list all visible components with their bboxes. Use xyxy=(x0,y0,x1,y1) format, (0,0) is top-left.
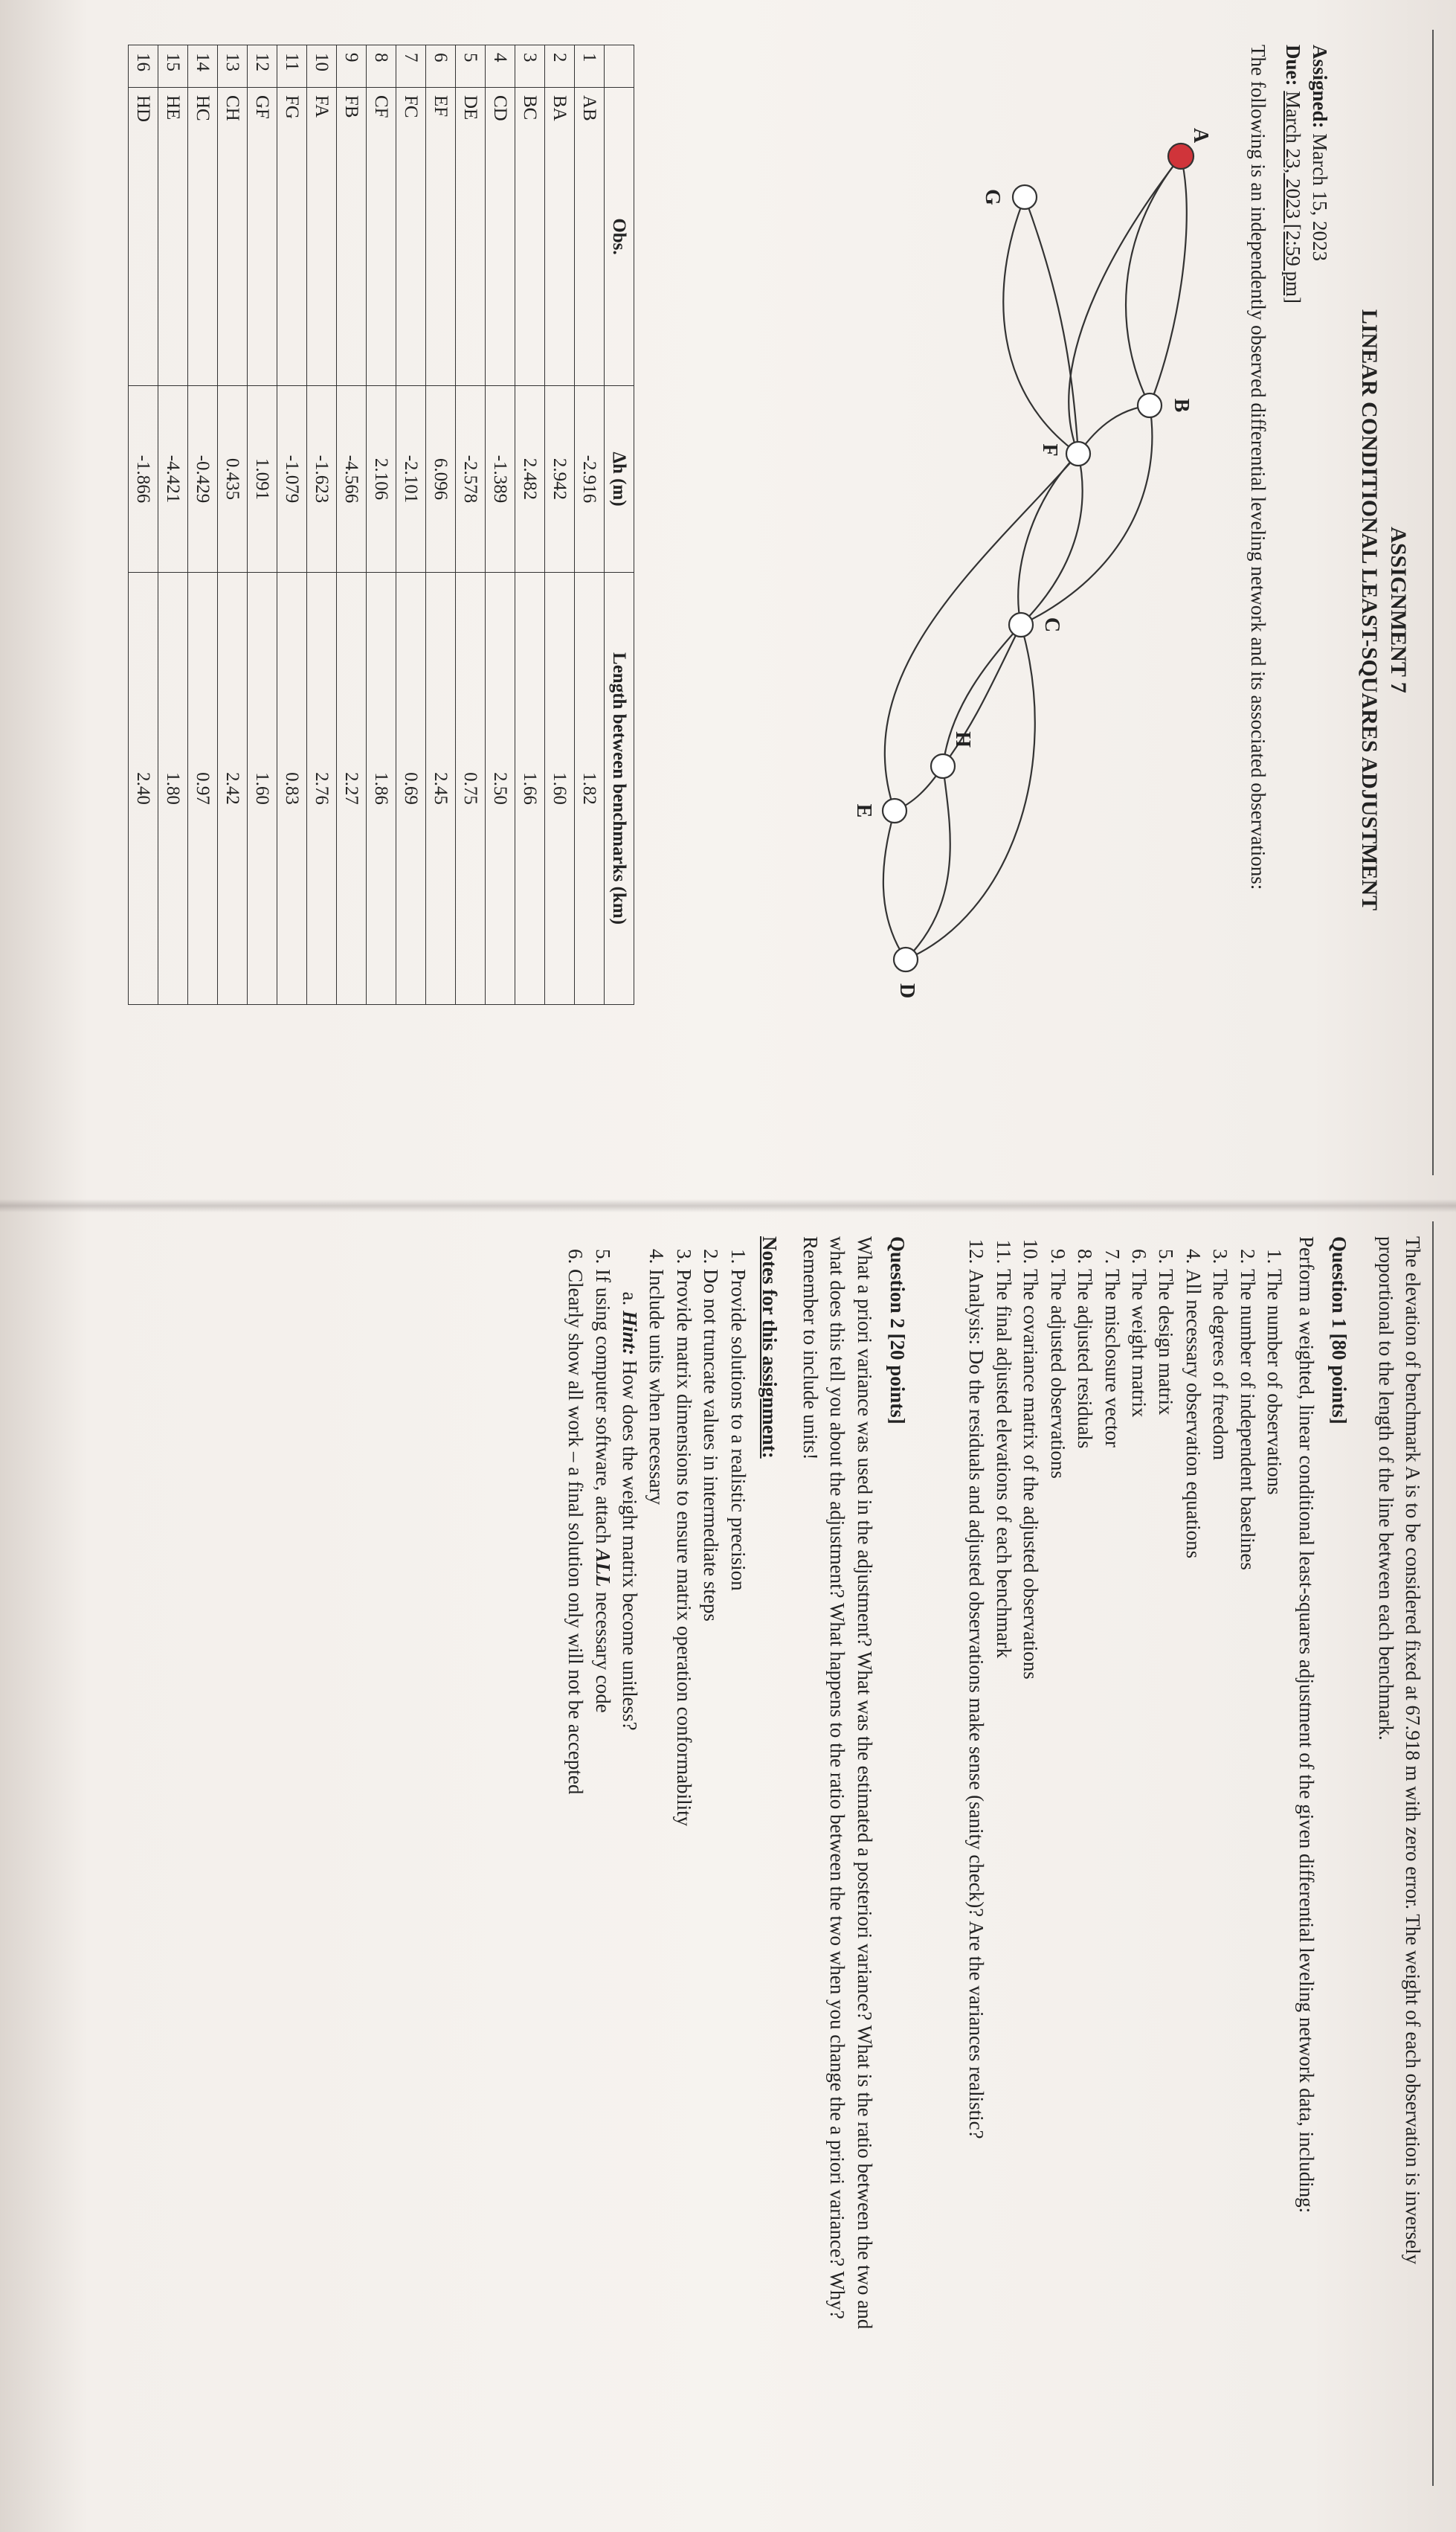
row-index: 9 xyxy=(337,45,367,88)
row-dh: -0.429 xyxy=(188,386,218,573)
hint-label: Hint: xyxy=(619,1311,642,1356)
row-obs: HC xyxy=(188,88,218,386)
row-length: 2.40 xyxy=(129,573,158,1005)
table-row xyxy=(367,45,396,1005)
header-length: Length between benchmarks (km) xyxy=(605,573,634,1005)
row-length: 0.75 xyxy=(456,573,486,1005)
row-dh: -2.578 xyxy=(456,386,486,573)
table-row xyxy=(545,45,575,1005)
row-obs: FG xyxy=(277,88,307,386)
notes-sublist xyxy=(616,1269,643,2367)
row-length: 2.45 xyxy=(426,573,456,1005)
notes-item xyxy=(616,1269,671,2367)
question-1-item: 1. The number of observations xyxy=(1261,1269,1288,2367)
benchmark-b-marker xyxy=(1138,393,1162,417)
title-line-1: ASSIGNMENT 7 xyxy=(1386,527,1411,693)
benchmark-h-label: H xyxy=(951,731,974,748)
due-date xyxy=(1279,45,1306,1175)
intro-text: The following is an independently observed differential leveling network and its associated observations: xyxy=(1247,45,1270,890)
row-length: 1.60 xyxy=(248,573,277,1005)
table-row xyxy=(158,45,188,1005)
row-obs: CD xyxy=(486,88,515,386)
notes-heading: Notes for this assignment: xyxy=(758,1236,782,1459)
benchmark-f-label: F xyxy=(1038,443,1061,457)
row-index: 16 xyxy=(129,45,158,88)
row-length: 1.60 xyxy=(545,573,575,1005)
edge-gf xyxy=(1003,197,1078,457)
row-index: 12 xyxy=(248,45,277,88)
row-index: 5 xyxy=(456,45,486,88)
notes-item xyxy=(724,1269,751,2367)
table-row xyxy=(515,45,545,1005)
row-dh: 2.482 xyxy=(515,386,545,573)
table-row xyxy=(248,45,277,1005)
row-length: 0.97 xyxy=(188,573,218,1005)
notes-item-text: Provide solutions to a realistic precision xyxy=(727,1269,750,1591)
row-index: 11 xyxy=(277,45,307,88)
row-dh: -4.421 xyxy=(158,386,188,573)
code-note-post: necessary code xyxy=(591,1592,614,1713)
row-length: 0.69 xyxy=(396,573,426,1005)
row-dh: 0.435 xyxy=(218,386,248,573)
row-obs: EF xyxy=(426,88,456,386)
row-obs: HE xyxy=(158,88,188,386)
row-obs: FB xyxy=(337,88,367,386)
benchmark-a-marker xyxy=(1168,144,1194,169)
row-index: 1 xyxy=(575,45,605,88)
row-obs: BC xyxy=(515,88,545,386)
assigned-date xyxy=(1307,45,1333,1175)
table-row xyxy=(337,45,367,1005)
question-1-item: 7. The misclosure vector xyxy=(1098,1269,1125,2367)
table-row xyxy=(426,45,456,1005)
page-title xyxy=(1355,89,1413,1131)
row-index: 4 xyxy=(486,45,515,88)
assignment-page-2 xyxy=(0,1199,1456,2531)
row-dh: -2.101 xyxy=(396,386,426,573)
row-dh: 1.091 xyxy=(248,386,277,573)
observation-table-wrap xyxy=(128,45,634,1005)
table-row xyxy=(575,45,605,1005)
row-obs: AB xyxy=(575,88,605,386)
assigned-label: Assigned: xyxy=(1309,45,1331,129)
table-row xyxy=(129,45,158,1005)
benchmark-d-marker xyxy=(894,948,918,971)
row-dh: -4.566 xyxy=(337,386,367,573)
edge-fg xyxy=(1025,197,1078,457)
row-dh: -1.079 xyxy=(277,386,307,573)
benchmark-c-label: C xyxy=(1040,617,1063,633)
question-1-item: 4. All necessary observation equations xyxy=(1180,1269,1207,2367)
top-rule xyxy=(1432,30,1434,1175)
header-dh: Δh (m) xyxy=(605,386,634,573)
row-obs: FA xyxy=(307,88,337,386)
question-1-item: 2. The number of independent baselines xyxy=(1234,1269,1260,2367)
row-length: 2.27 xyxy=(337,573,367,1005)
notes-list xyxy=(562,1236,752,2367)
row-length: 2.76 xyxy=(307,573,337,1005)
benchmark-h-marker xyxy=(931,754,955,778)
edge-bc xyxy=(1021,405,1152,625)
row-index: 14 xyxy=(188,45,218,88)
row-obs: HD xyxy=(129,88,158,386)
benchmark-e-label: E xyxy=(852,803,875,818)
top-rule-page-2 xyxy=(1432,1221,1434,2486)
row-index: 10 xyxy=(307,45,337,88)
header-obs: Obs. xyxy=(605,88,634,386)
question-1-item: 8. The adjusted residuals xyxy=(1072,1269,1098,2367)
code-note-emphasis: ALL xyxy=(591,1549,614,1587)
edge-cf xyxy=(1018,454,1078,625)
observation-table xyxy=(128,45,634,1005)
notes-item xyxy=(698,1269,724,2367)
fixed-elevation-text: The elevation of benchmark A is to be considered fixed at 67.918 m with zero error. The weight of each observation is inversely proportional to the length of the line between each benchmark. xyxy=(1374,1236,1424,2265)
edge-cd xyxy=(906,625,1035,960)
row-obs: GF xyxy=(248,88,277,386)
edge-hd xyxy=(906,766,950,960)
assigned-value: March 15, 2023 xyxy=(1309,133,1331,261)
question-1-list xyxy=(963,1236,1288,2367)
leveling-network-diagram xyxy=(653,112,1233,1079)
row-index: 15 xyxy=(158,45,188,88)
row-obs: BA xyxy=(545,88,575,386)
row-dh: 2.106 xyxy=(367,386,396,573)
row-length: 2.50 xyxy=(486,573,515,1005)
benchmark-f-marker xyxy=(1066,442,1090,466)
row-length: 1.80 xyxy=(158,573,188,1005)
edge-fc xyxy=(1021,454,1083,625)
row-index: 7 xyxy=(396,45,426,88)
question-1-item: 5. The design matrix xyxy=(1153,1269,1179,2367)
benchmark-g-label: G xyxy=(981,189,1004,205)
table-row xyxy=(218,45,248,1005)
row-index: 3 xyxy=(515,45,545,88)
question-1-item: 11. The final adjusted elevations of each benchmark xyxy=(990,1269,1017,2367)
row-dh: 6.096 xyxy=(426,386,456,573)
hint-text: How does the weight matrix become unitless? xyxy=(619,1360,642,1731)
row-dh: -1.866 xyxy=(129,386,158,573)
observation-table-body xyxy=(129,45,605,1005)
code-note-pre: If using computer software, attach xyxy=(591,1269,614,1544)
table-header-row xyxy=(605,45,634,1005)
edge-de xyxy=(883,811,906,960)
benchmark-e-marker xyxy=(883,799,906,823)
question-1-item: 3. The degrees of freedom xyxy=(1207,1269,1234,2367)
due-value: March 23, 2023 [2:59 pm] xyxy=(1281,91,1304,303)
row-length: 1.66 xyxy=(515,573,545,1005)
due-label: Due: xyxy=(1281,45,1304,86)
benchmark-d-label: D xyxy=(895,983,918,999)
row-length: 1.86 xyxy=(367,573,396,1005)
row-dh: -2.916 xyxy=(575,386,605,573)
benchmark-a-label: A xyxy=(1189,128,1212,144)
title-line-2: LINEAR CONDITIONAL LEAST-SQUARES ADJUSTMENT xyxy=(1357,309,1382,911)
table-row xyxy=(486,45,515,1005)
question-1-heading: Question 1 [80 points] xyxy=(1328,1236,1351,1424)
row-index: 2 xyxy=(545,45,575,88)
assignment-page-1 xyxy=(0,0,1456,1199)
hint-item xyxy=(616,1311,643,2367)
table-row xyxy=(277,45,307,1005)
row-length: 1.82 xyxy=(575,573,605,1005)
question-1-item: 10. The covariance matrix of the adjusted observations xyxy=(1017,1269,1044,2367)
notes-item-text: Include units when necessary xyxy=(645,1269,669,1506)
row-obs: FC xyxy=(396,88,426,386)
benchmark-b-label: B xyxy=(1170,398,1193,413)
benchmark-g-marker xyxy=(1013,185,1037,209)
edge-fa xyxy=(1069,156,1181,454)
row-obs: CH xyxy=(218,88,248,386)
table-row xyxy=(307,45,337,1005)
notes-item-text: Provide matrix dimensions to ensure matrix operation conformability xyxy=(672,1269,695,1827)
question-1-item: 6. The weight matrix xyxy=(1126,1269,1153,2367)
question-2-text: What a priori variance was used in the adjustment? What was the estimated a posteriori variance? What is the ratio between the two and what does this tell you about the adjustment? What happens to the ratio between the two when you change the a priori variance? Why? Remember to include units! xyxy=(799,1236,876,2330)
notes-item-code xyxy=(589,1269,616,2367)
row-obs: CF xyxy=(367,88,396,386)
notes-item-show-work: 6. Clearly show all work – a final solution only will not be accepted xyxy=(562,1269,589,2367)
notes-item-text: Do not truncate values in intermediate steps xyxy=(700,1269,723,1622)
table-row xyxy=(396,45,426,1005)
row-length: 2.42 xyxy=(218,573,248,1005)
header-index xyxy=(605,45,634,88)
edge-fb xyxy=(1078,405,1150,454)
row-obs: DE xyxy=(456,88,486,386)
notes-item xyxy=(671,1269,698,2367)
benchmark-c-marker xyxy=(1009,613,1033,637)
question-1-item: 9. The adjusted observations xyxy=(1044,1269,1071,2367)
row-dh: -1.389 xyxy=(486,386,515,573)
row-index: 13 xyxy=(218,45,248,88)
question-2-heading: Question 2 [20 points] xyxy=(886,1236,909,1424)
question-1-item: 12. Analysis: Do the residuals and adjusted observations make sense (sanity check)? Are the variances realistic? xyxy=(963,1269,990,2367)
row-index: 6 xyxy=(426,45,456,88)
row-index: 8 xyxy=(367,45,396,88)
table-row xyxy=(188,45,218,1005)
row-dh: -1.623 xyxy=(307,386,337,573)
row-dh: 2.942 xyxy=(545,386,575,573)
question-1-text: Perform a weighted, linear conditional least-squares adjustment of the given differential leveling network data, including: xyxy=(1295,1236,1318,2214)
table-row xyxy=(456,45,486,1005)
row-length: 0.83 xyxy=(277,573,307,1005)
